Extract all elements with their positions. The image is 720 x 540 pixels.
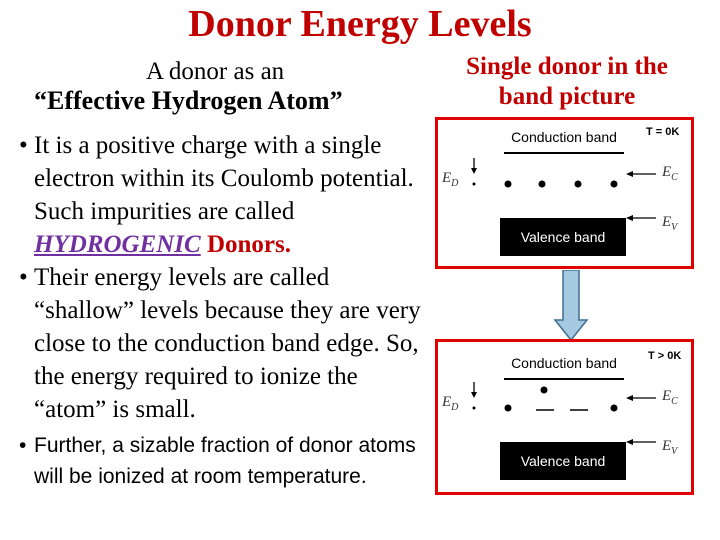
ed-tick [473, 183, 476, 186]
ec-label: $E_C$ [662, 388, 678, 407]
right-title [432, 52, 702, 112]
donor-electron [575, 181, 582, 188]
valence-band-label: Valence band [500, 442, 626, 480]
conduction-band-label: Conduction band [504, 122, 624, 154]
conduction-band-label: Conduction band [504, 348, 624, 380]
secondary-bullet-list [0, 430, 420, 492]
left-subtitle-line1: A donor as an [146, 58, 285, 85]
transition-down-arrow [553, 270, 589, 342]
ec-label: $E_C$ [662, 164, 678, 183]
bullet-dot: • [19, 132, 28, 159]
donor-electron [611, 405, 618, 412]
bullet-shallow-levels [0, 261, 425, 426]
band-diagram-t-above-0 [435, 339, 694, 495]
bullet-dot: • [19, 264, 28, 291]
transition-arrow-shape [555, 270, 587, 340]
donor-electron [505, 405, 512, 412]
page-title: Donor Energy Levels [188, 3, 532, 45]
temperature-label: T = 0K [646, 126, 680, 138]
ev-label: $E_V$ [662, 214, 678, 233]
bullet-text: Their energy levels are called “shallow” levels because they are very close to the conduction band edge. So, the energy required to ionize the “atom” is small. [34, 264, 421, 423]
bullet-dot: • [19, 434, 27, 457]
right-title-line2: band picture [498, 83, 636, 110]
bullet-hydrogenic [0, 129, 425, 261]
band-diagram-t0 [435, 117, 694, 269]
main-bullet-list [0, 129, 425, 426]
ev-pointer-head [626, 439, 633, 445]
donors-term: Donors. [200, 231, 291, 258]
valence-band-label: Valence band [500, 218, 626, 256]
ed-label: $E_D$ [442, 170, 459, 189]
donor-electron [539, 181, 546, 188]
ed-tick [473, 407, 476, 410]
donor-electron [611, 181, 618, 188]
ed-down-arrow-head [471, 168, 477, 174]
bullet-text: Further, a sizable fraction of donor atoms will be ionized at room temperature. [34, 434, 416, 488]
left-subtitle-line2: “Effective Hydrogen Atom” [34, 86, 343, 115]
right-title-line1: Single donor in the [466, 53, 668, 80]
ed-label: $E_D$ [442, 394, 459, 413]
donor-electron [505, 181, 512, 188]
ec-pointer-head [626, 171, 633, 177]
hydrogenic-term: HYDROGENIC [34, 231, 201, 258]
bullet-text: It is a positive charge with a single electron within its Coulomb potential. Such impurities are called [34, 132, 414, 225]
ec-pointer-head [626, 395, 633, 401]
bullet-room-temperature [0, 430, 420, 492]
ev-label: $E_V$ [662, 438, 678, 457]
temperature-label: T > 0K [648, 350, 682, 362]
conduction-electron [541, 387, 548, 394]
ev-pointer-head [626, 215, 633, 221]
ed-down-arrow-head [471, 392, 477, 398]
